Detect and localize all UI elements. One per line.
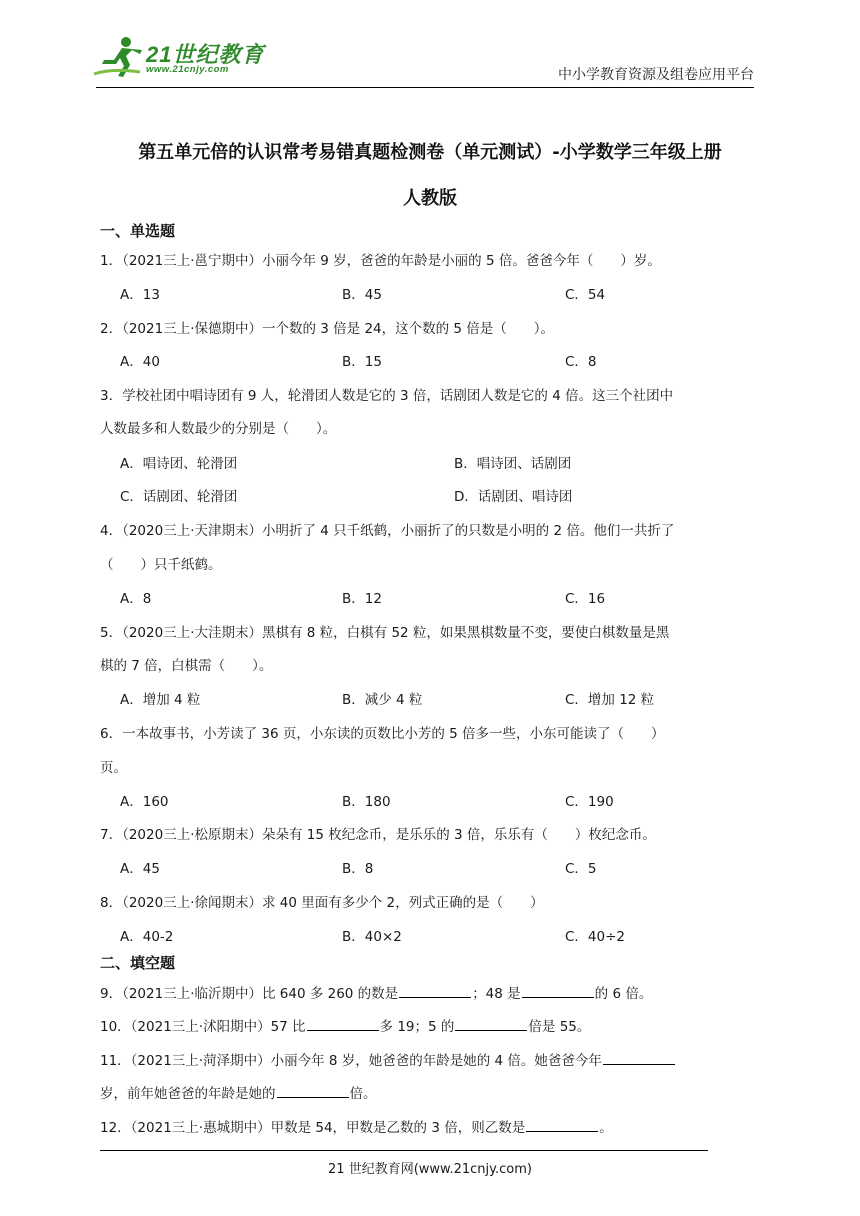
page-title-line2: 人教版 <box>403 188 457 209</box>
logo-url: www.21cnjy.com <box>146 64 229 75</box>
question-8: 8．（2020三上·徐闻期末）求 40 里面有多少个 2，列式正确的是（ ） <box>100 895 544 911</box>
question-5-cont: 棋的 7 倍，白棋需（ ）。 <box>100 658 273 674</box>
question-7: 7．（2020三上·松原期末）朵朵有 15 枚纪念币，是乐乐的 3 倍，乐乐有（ ）枚纪念币。 <box>100 827 656 843</box>
q1-option-a: A．13 <box>120 287 160 303</box>
q11-text-part1: 11．（2021三上·菏泽期中）小丽今年 8 岁，她爸爸的年龄是她的 4 倍。她爸爸今年 <box>100 1053 602 1069</box>
q9-text-part1: 9．（2021三上·临沂期中）比 640 多 260 的数是 <box>100 986 399 1002</box>
q2-option-b: B．15 <box>342 354 382 370</box>
q4-option-c: C．16 <box>565 591 606 607</box>
question-6: 6．一本故事书，小芳读了 36 页，小东读的页数比小芳的 5 倍多一些，小东可能读了（ ） <box>100 726 665 742</box>
q9-text-part3: 的 6 倍。 <box>594 986 653 1002</box>
question-12 <box>100 1116 613 1136</box>
q11-text-part3: 倍。 <box>349 1086 377 1102</box>
q8-option-c: C．40÷2 <box>565 929 626 945</box>
question-4: 4．（2020三上·天津期末）小明折了 4 只千纸鹤，小丽折了的只数是小明的 2 倍。他们一共折了 <box>100 523 675 539</box>
answer-blank[interactable] <box>522 983 594 998</box>
q3-option-c: C．话剧团、轮滑团 <box>120 489 238 505</box>
q12-text-part1: 12．（2021三上·惠城期中）甲数是 54，甲数是乙数的 3 倍，则乙数是 <box>100 1120 526 1136</box>
q6-option-b: B．180 <box>342 794 391 810</box>
q7-option-b: B．8 <box>342 861 374 877</box>
section-heading-single-choice: 一、单选题 <box>100 222 176 240</box>
answer-blank[interactable] <box>603 1050 675 1065</box>
q10-text-part1: 10．（2021三上·沭阳期中）57 比 <box>100 1019 306 1035</box>
q12-text-part2: 。 <box>599 1120 613 1136</box>
answer-blank[interactable] <box>526 1117 598 1132</box>
footer-divider <box>100 1150 708 1151</box>
answer-blank[interactable] <box>307 1016 379 1031</box>
header-divider <box>96 87 754 88</box>
q8-option-a: A．40-2 <box>120 929 174 945</box>
q9-text-part2: ；48 是 <box>472 986 521 1002</box>
q7-option-a: A．45 <box>120 861 160 877</box>
section-heading-fill-blank: 二、填空题 <box>100 954 176 972</box>
question-3: 3．学校社团中唱诗团有 9 人，轮滑团人数是它的 3 倍，话剧团人数是它的 4 倍。这三个社团中 <box>100 388 674 404</box>
q2-option-a: A．40 <box>120 354 160 370</box>
header-platform-text: 中小学教育资源及组卷应用平台 <box>558 67 754 83</box>
q10-text-part2: 多 19；5 的 <box>379 1019 455 1035</box>
answer-blank[interactable] <box>277 1083 349 1098</box>
q1-option-c: C．54 <box>565 287 606 303</box>
question-5: 5．（2020三上·大洼期末）黑棋有 8 粒，白棋有 52 粒，如果黑棋数量不变，要使白棋数量是黑 <box>100 625 670 641</box>
site-logo <box>92 34 265 80</box>
question-4-cont: （ ）只千纸鹤。 <box>100 557 222 573</box>
q5-option-a: A．增加 4 粒 <box>120 692 201 708</box>
q10-text-part3: 倍是 55。 <box>528 1019 591 1035</box>
q11-text-part2: 岁，前年她爸爸的年龄是她的 <box>100 1086 276 1102</box>
answer-blank[interactable] <box>455 1016 527 1031</box>
q5-option-b: B．减少 4 粒 <box>342 692 423 708</box>
footer-text: 21 世纪教育网(www.21cnjy.com) <box>328 1162 532 1177</box>
question-11-cont <box>100 1082 377 1102</box>
runner-icon <box>92 34 148 80</box>
q5-option-c: C．增加 12 粒 <box>565 692 655 708</box>
q3-option-b: B．唱诗团、话剧团 <box>454 456 572 472</box>
q7-option-c: C．5 <box>565 861 597 877</box>
q6-option-a: A．160 <box>120 794 169 810</box>
question-11 <box>100 1049 676 1069</box>
question-2: 2．（2021三上·保德期中）一个数的 3 倍是 24，这个数的 5 倍是（ ）。 <box>100 321 555 337</box>
q6-option-c: C．190 <box>565 794 614 810</box>
q3-option-d: D．话剧团、唱诗团 <box>454 489 573 505</box>
q8-option-b: B．40×2 <box>342 929 402 945</box>
question-9 <box>100 982 652 1002</box>
q1-option-b: B．45 <box>342 287 382 303</box>
q2-option-c: C．8 <box>565 354 597 370</box>
logo-text: 21世纪教育 <box>146 42 265 67</box>
question-1: 1．（2021三上·邕宁期中）小丽今年 9 岁，爸爸的年龄是小丽的 5 倍。爸爸今年（ ）岁。 <box>100 253 661 269</box>
q4-option-a: A．8 <box>120 591 152 607</box>
question-3-cont: 人数最多和人数最少的分别是（ ）。 <box>100 421 337 437</box>
question-6-cont: 页。 <box>100 760 127 776</box>
page-title: 第五单元倍的认识常考易错真题检测卷（单元测试）-小学数学三年级上册 <box>138 142 722 163</box>
answer-blank[interactable] <box>399 983 471 998</box>
q3-option-a: A．唱诗团、轮滑团 <box>120 456 238 472</box>
question-10 <box>100 1015 590 1035</box>
q4-option-b: B．12 <box>342 591 382 607</box>
